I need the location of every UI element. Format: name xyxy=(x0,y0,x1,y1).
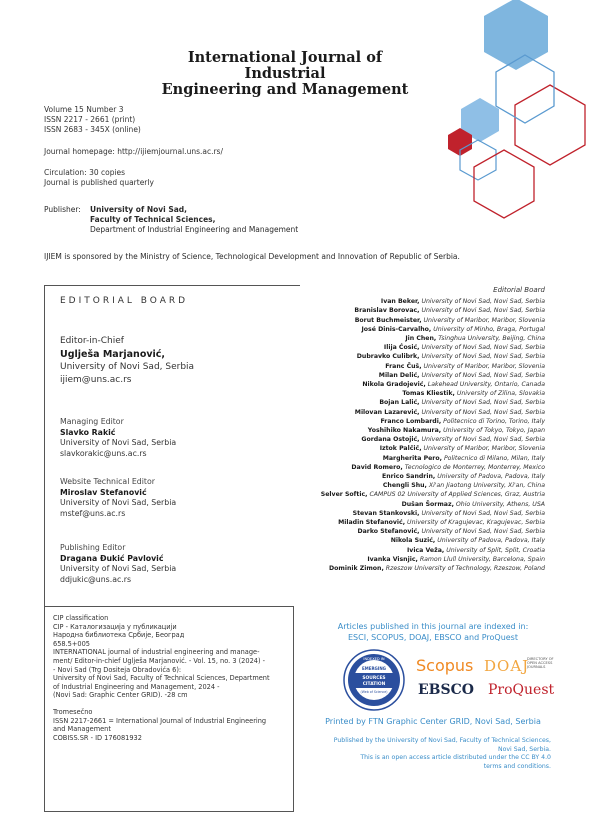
board-member-name: Yoshihiko Nakamura, xyxy=(367,427,442,435)
esci-badge-logo xyxy=(343,649,405,711)
board-member-affiliation: Tecnologico de Monterrey, Monterrey, Mexico xyxy=(404,463,545,471)
board-member xyxy=(285,316,545,325)
board-member xyxy=(285,362,545,371)
board-member-affiliation: University of Padova, Padova, Italy xyxy=(437,473,545,481)
board-member xyxy=(285,352,545,361)
board-member xyxy=(285,509,545,518)
publication-note xyxy=(300,737,551,771)
board-member-affiliation: University of Novi Sad, Novi Sad, Serbia xyxy=(421,436,545,444)
journal-title-line1: International Journal of Industrial xyxy=(187,49,383,82)
board-member-affiliation: Tsinghua University, Beijing, China xyxy=(438,335,545,343)
board-member-affiliation: Politecnico di Milano, Milan, Italy xyxy=(443,454,545,462)
board-member-name: Iztok Palčič, xyxy=(379,445,422,453)
board-member xyxy=(285,426,545,435)
cip-line: CIP - Каталогизација у публикацији xyxy=(53,622,177,631)
publishing-editor-block xyxy=(60,543,176,585)
circulation-block xyxy=(44,168,154,188)
role-title: Managing Editor xyxy=(60,417,124,426)
role-name: Miroslav Stefanović xyxy=(60,487,147,497)
sponsor-note: IJIEM is sponsored by the Ministry of Science, Technological Development and Innovation of Republic of Serbia. xyxy=(44,252,460,261)
board-member-affiliation: Ohio University, Athens, USA xyxy=(455,500,545,508)
board-member-affiliation: University of Novi Sad, Novi Sad, Serbia xyxy=(421,408,545,416)
board-member-affiliation: University of Kragujevac, Kragujevac, Serbia xyxy=(407,519,545,527)
board-member-affiliation: University of Novi Sad, Novi Sad, Serbia xyxy=(421,399,545,407)
board-member xyxy=(285,389,545,398)
board-member-affiliation: University of Novi Sad, Novi Sad, Serbia xyxy=(421,509,545,517)
cip-line: INTERNATIONAL journal of industrial engineering and manage- xyxy=(53,648,260,657)
board-member-name: Dubravko Culibrk, xyxy=(356,353,420,361)
volume-number: Volume 15 Number 3 xyxy=(44,105,124,114)
issn-online: ISSN 2683 - 345X (online) xyxy=(44,125,141,134)
role-email[interactable]: ddjukic@uns.ac.rs xyxy=(60,574,132,584)
board-member xyxy=(285,536,545,545)
role-email[interactable]: slavkorakic@uns.ac.rs xyxy=(60,448,147,458)
hexagon-decoration xyxy=(430,0,591,240)
hexagon-red-outline-large xyxy=(515,85,585,165)
board-member-affiliation: CAMPUS 02 University of Applied Sciences, Graz, Austria xyxy=(369,491,545,499)
cip-line: 658.5+005 xyxy=(53,639,90,648)
hexagon-blue-filled xyxy=(484,0,548,70)
board-member-affiliation: University of Novi Sad, Novi Sad, Serbia xyxy=(421,371,545,379)
publisher-line3: Department of Industrial Engineering and Management xyxy=(90,225,299,234)
board-member xyxy=(285,564,545,573)
website-editor-block xyxy=(60,477,176,519)
role-affiliation: University of Novi Sad, Serbia xyxy=(60,564,177,573)
board-member-affiliation: Rzeszow University of Technology, Rzeszow, Poland xyxy=(385,565,545,573)
board-member-name: Borut Buchmeister, xyxy=(354,316,422,324)
frequency: Journal is published quarterly xyxy=(44,178,154,187)
board-member-affiliation: Politecnico di Torino, Torino, Italy xyxy=(443,417,545,425)
board-member xyxy=(285,527,545,536)
indexing-line2: ESCI, SCOPUS, DOAJ, EBSCO and ProQuest xyxy=(348,632,518,642)
editor-in-chief-block xyxy=(60,335,194,387)
board-member-name: Enrico Sandrin, xyxy=(381,473,436,481)
cip-line: University of Novi Sad, Faculty of Technical Sciences, Department xyxy=(53,674,270,683)
board-member xyxy=(285,398,545,407)
journal-homepage[interactable]: Journal homepage: http://ijiemjournal.uns.ac.rs/ xyxy=(44,147,223,156)
publisher-line2: Faculty of Technical Sciences, xyxy=(90,215,216,224)
board-member-name: Ivan Beker, xyxy=(380,298,420,306)
board-member-name: Gordana Ostojić, xyxy=(361,436,420,444)
board-member xyxy=(285,306,545,315)
journal-title xyxy=(150,50,420,98)
board-member xyxy=(285,417,545,426)
role-name: Slavko Rakić xyxy=(60,427,116,437)
esci-top-text: INDEXED IN xyxy=(363,657,385,661)
board-member-affiliation: University of Padova, Padova, Italy xyxy=(437,537,545,545)
doaj-logo: DOAJ xyxy=(484,657,530,675)
esci-text-3: CITATION xyxy=(362,682,386,687)
board-member-name: Margherita Pero, xyxy=(382,454,442,462)
publication-line2: Novi Sad, Serbia. xyxy=(497,745,551,753)
cip-line: COBISS.SR - ID 176081932 xyxy=(53,733,142,742)
board-member-affiliation: University of Novi Sad, Novi Sad, Serbia xyxy=(421,307,545,315)
board-member xyxy=(285,555,545,564)
board-member-affiliation: University of Novi Sad, Novi Sad, Serbia xyxy=(421,298,545,306)
role-title: Publishing Editor xyxy=(60,543,126,552)
editorial-board-title: EDITORIAL BOARD xyxy=(60,296,189,306)
cip-line: ISSN 2217-2661 = International Journal of Industrial Engineering xyxy=(53,716,267,725)
board-member-name: Chengli Shu, xyxy=(382,482,427,490)
board-member-affiliation: University of Maribor, Maribor, Slovenia xyxy=(423,362,545,370)
publisher-line1: University of Novi Sad, xyxy=(90,205,188,214)
ebsco-logo: EBSCO xyxy=(418,682,474,698)
board-member-affiliation: University of Split, Split, Croatia xyxy=(446,546,545,554)
board-member-affiliation: University of Minho, Braga, Portugal xyxy=(433,325,545,333)
board-member xyxy=(285,371,545,380)
board-member-name: Bojan Lalić, xyxy=(379,399,420,407)
cip-line: Народна библиотека Србије, Београд xyxy=(53,631,185,640)
issn-print: ISSN 2217 - 2661 (print) xyxy=(44,115,136,124)
esci-text-4: (Web of Science) xyxy=(360,690,388,694)
board-member-affiliation: University of Maribor, Maribor, Slovenia xyxy=(423,445,545,453)
scopus-logo: Scopus xyxy=(416,656,474,675)
cip-line: of Industrial Engineering and Management, 2024 - xyxy=(53,682,220,691)
hexagon-blue-outline-top xyxy=(496,55,554,123)
board-members xyxy=(285,297,545,573)
board-member-name: Tomas Kliestik, xyxy=(402,390,455,398)
board-member xyxy=(285,334,545,343)
board-member xyxy=(285,463,545,472)
board-member xyxy=(285,444,545,453)
board-member-affiliation: Ramon Llull University, Barcelona, Spain xyxy=(419,555,545,563)
editor-in-chief-label: Editor-in-Chief xyxy=(60,336,124,346)
board-member xyxy=(285,297,545,306)
board-member xyxy=(285,490,545,499)
doaj-logo-caption: DIRECTORY OF OPEN ACCESS JOURNALS xyxy=(527,657,554,670)
board-member-name: Dominik Zimon, xyxy=(328,565,384,573)
cip-line: ment/ Editor-in-chief Uglješa Marjanović. - Vol. 15, no. 3 (2024) - xyxy=(53,656,266,665)
board-member xyxy=(285,481,545,490)
board-member-affiliation: Xi'an Jiaotong University, Xi'an, China xyxy=(428,482,545,490)
cip-classification-box xyxy=(44,606,294,812)
board-member-name: Dušan Šormaz, xyxy=(401,500,454,508)
cip-line: and Management xyxy=(53,725,111,734)
board-member xyxy=(285,408,545,417)
publisher-block xyxy=(90,205,298,235)
indexing-line1: Articles published in this journal are indexed in: xyxy=(337,622,529,631)
board-member-name: Franc Čuš, xyxy=(385,362,422,370)
board-member-name: Ilija Ćosić, xyxy=(383,344,420,352)
board-member-name: Milovan Lazarević, xyxy=(354,408,420,416)
cip-line: (Novi Sad: Graphic Center GRID). -28 cm xyxy=(53,691,188,700)
managing-editor-block xyxy=(60,417,176,459)
cip-line: - Novi Sad (Trg Dositeja Obradovića 6): xyxy=(53,665,182,674)
board-member xyxy=(285,380,545,389)
indexing-note xyxy=(315,622,551,643)
board-member-affiliation: University of Maribor, Maribor, Slovenia xyxy=(423,316,545,324)
cip-line: CIP classification xyxy=(53,614,109,622)
volume-block xyxy=(44,105,141,135)
board-member-name: David Romero, xyxy=(351,463,403,471)
board-member xyxy=(285,454,545,463)
editor-in-chief-name: Uglješa Marjanović, xyxy=(60,349,166,360)
board-member-name: Ivica Veža, xyxy=(407,546,445,554)
board-member-affiliation: University of Novi Sad, Novi Sad, Serbia xyxy=(421,344,545,352)
board-member-affiliation: University of Novi Sad, Novi Sad, Serbia xyxy=(421,528,545,536)
board-member xyxy=(285,343,545,352)
editor-in-chief-affiliation: University of Novi Sad, Serbia xyxy=(60,362,195,372)
cip-lines-2 xyxy=(53,708,285,742)
board-member-name: Stevan Stankovski, xyxy=(352,509,420,517)
esci-text-2: SOURCES xyxy=(362,676,386,681)
cip-line: Tromesečno xyxy=(53,707,93,716)
board-member-name: Nikola Suzić, xyxy=(390,537,436,545)
board-member-name: Branislav Borovac, xyxy=(354,307,420,315)
journal-title-line2: Engineering and Management xyxy=(161,81,409,98)
proquest-logo: ProQuest xyxy=(488,682,555,698)
esci-text-1: EMERGING xyxy=(362,666,386,671)
board-member-name: Darko Stefanović, xyxy=(357,528,420,536)
board-member xyxy=(285,325,545,334)
printed-by: Printed by FTN Graphic Center GRID, Novi Sad, Serbia xyxy=(325,717,541,726)
board-member-name: Ivanka Visnjic, xyxy=(367,555,418,563)
hexagon-red-outline-bottom xyxy=(474,150,534,218)
board-member-affiliation: University of Zilina, Slovakia xyxy=(456,390,545,398)
editorial-board-list xyxy=(285,286,545,573)
board-member-name: Miladin Stefanović, xyxy=(338,519,406,527)
board-member-affiliation: University of Novi Sad, Novi Sad, Serbia xyxy=(421,353,545,361)
board-member xyxy=(285,500,545,509)
board-member-name: Milan Delić, xyxy=(378,371,420,379)
editor-in-chief-email[interactable]: ijiem@uns.ac.rs xyxy=(60,375,132,385)
board-member-affiliation: University of Tokyo, Tokyo, Japan xyxy=(443,427,545,435)
cip-lines xyxy=(53,614,285,700)
publication-line4: terms and conditions. xyxy=(483,762,551,770)
circulation: Circulation: 30 copies xyxy=(44,168,126,177)
board-member-name: Selver Softic, xyxy=(320,491,368,499)
board-member xyxy=(285,472,545,481)
publisher-label: Publisher: xyxy=(44,205,81,214)
board-member xyxy=(285,435,545,444)
publication-line3: This is an open access article distributed under the CC BY 4.0 xyxy=(360,754,551,762)
board-member-affiliation: Lakehead University, Ontario, Canada xyxy=(427,381,545,389)
role-title: Website Technical Editor xyxy=(60,477,155,486)
publication-line1: Published by the University of Novi Sad, Faculty of Technical Sciences, xyxy=(333,737,551,744)
board-member-name: José Dinis-Carvalho, xyxy=(361,325,432,333)
role-email[interactable]: mstef@uns.ac.rs xyxy=(60,508,126,518)
board-member-name: Nikola Gradojević, xyxy=(362,381,426,389)
board-member-name: Jin Chen, xyxy=(405,335,437,343)
board-member-name: Franco Lombardi, xyxy=(380,417,442,425)
role-affiliation: University of Novi Sad, Serbia xyxy=(60,438,177,447)
board-member xyxy=(285,518,545,527)
role-name: Dragana Đukić Pavlović xyxy=(60,553,164,563)
role-affiliation: University of Novi Sad, Serbia xyxy=(60,498,177,507)
editorial-board-heading: Editorial Board xyxy=(493,286,545,294)
board-member xyxy=(285,546,545,555)
